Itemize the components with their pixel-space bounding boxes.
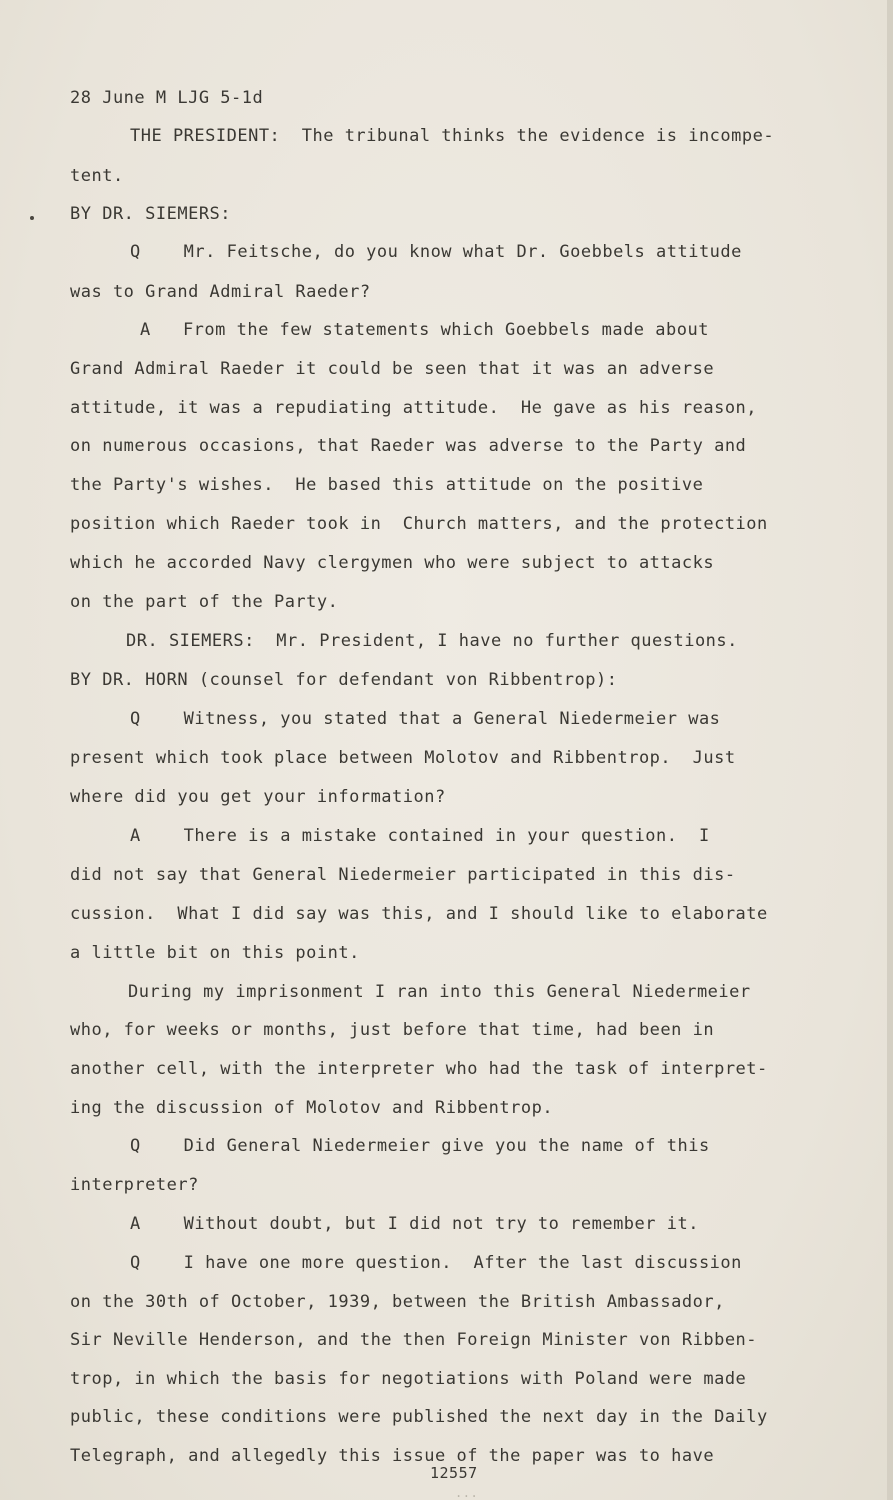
text-line: cussion. What I did say was this, and I should like to elaborate [70,904,768,924]
text-line: public, these conditions were published the next day in the Daily [70,1407,768,1427]
text-line: Sir Neville Henderson, and the then Foreign Minister von Ribben- [70,1330,758,1350]
text-line: did not say that General Niedermeier participated in this dis- [70,865,736,885]
margin-punch-mark [30,216,34,220]
page-number: 12557 [430,1464,478,1482]
text-line: Grand Admiral Raeder it could be seen that it was an adverse [70,359,715,379]
text-line: attitude, it was a repudiating attitude. He gave as his reason, [70,398,758,418]
page-edge [887,0,893,1500]
speaker-heading: BY DR. HORN (counsel for defendant von Ribbentrop): [70,670,618,690]
text-line: DR. SIEMERS: Mr. President, I have no further questions. [126,631,738,651]
text-line: THE PRESIDENT: The tribunal thinks the evidence is incompe- [130,126,775,146]
text-line: the Party's wishes. He based this attitude on the positive [70,475,704,495]
text-line: a little bit on this point. [70,943,360,963]
speaker-heading: BY DR. SIEMERS: [70,204,232,224]
text-line: A Without doubt, but I did not try to remember it. [130,1214,699,1234]
text-line: Q I have one more question. After the last discussion [130,1253,742,1273]
cut-off-text: ... [455,1486,479,1500]
text-line: present which took place between Molotov and Ribbentrop. Just [70,748,736,768]
page-header: 28 June M LJG 5-1d [70,88,264,108]
text-line: on the part of the Party. [70,592,339,612]
text-line: position which Raeder took in Church matters, and the protection [70,514,768,534]
text-line: another cell, with the interpreter who had the task of interpret- [70,1059,768,1079]
text-line: A From the few statements which Goebbels made about [140,320,709,340]
text-line: A There is a mistake contained in your question. I [130,826,710,846]
text-line: where did you get your information? [70,787,446,807]
text-line: interpreter? [70,1175,199,1195]
text-line: Telegraph, and allegedly this issue of the paper was to have [70,1446,715,1466]
text-line: on numerous occasions, that Raeder was adverse to the Party and [70,436,747,456]
text-line: trop, in which the basis for negotiations with Poland were made [70,1369,747,1389]
text-line: During my imprisonment I ran into this General Niedermeier [128,982,751,1002]
text-line: tent. [70,166,124,186]
text-line: on the 30th of October, 1939, between the British Ambassador, [70,1292,725,1312]
text-line: which he accorded Navy clergymen who were subject to attacks [70,553,715,573]
text-line: was to Grand Admiral Raeder? [70,282,371,302]
text-line: Q Did General Niedermeier give you the name of this [130,1136,710,1156]
text-line: who, for weeks or months, just before that time, had been in [70,1020,715,1040]
text-line: Q Witness, you stated that a General Niedermeier was [130,709,721,729]
text-line: Q Mr. Feitsche, do you know what Dr. Goebbels attitude [130,242,742,262]
text-line: ing the discussion of Molotov and Ribbentrop. [70,1098,554,1118]
